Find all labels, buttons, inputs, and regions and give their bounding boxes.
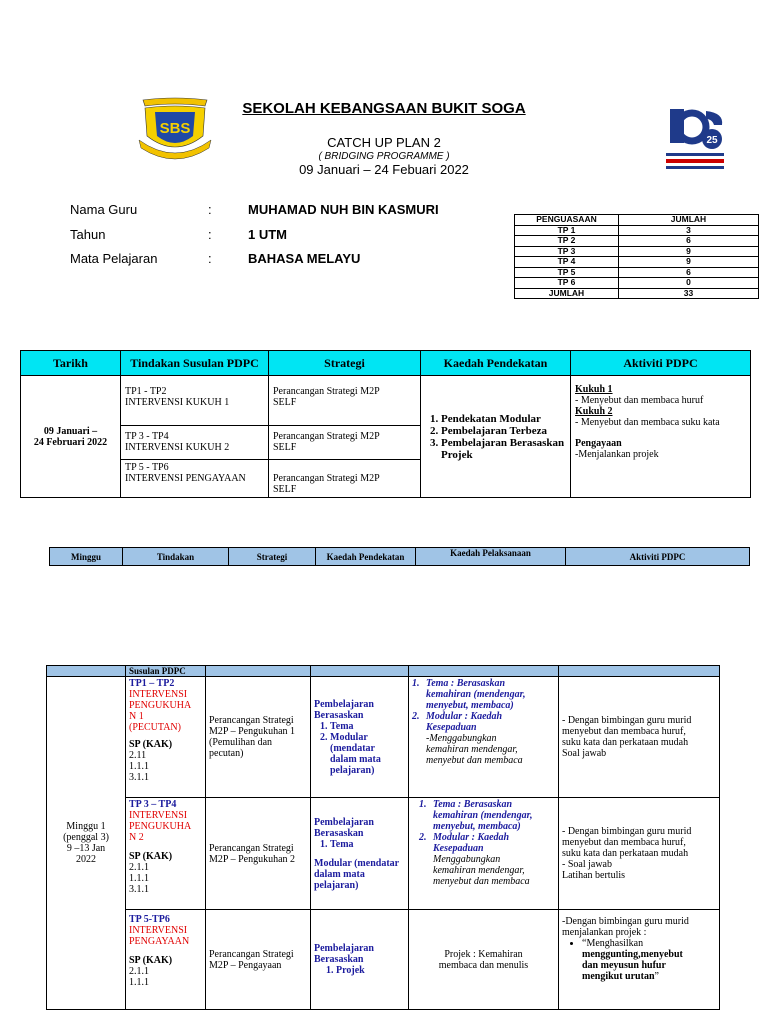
col-header: Kaedah Pelaksanaan <box>416 548 566 566</box>
blank-header <box>409 666 559 677</box>
sp-label: SP (KAK) <box>129 739 173 750</box>
col-header: Tindakan Susulan PDPC <box>121 351 269 376</box>
kukuh2-text: - Menyebut dan membaca suku kata <box>575 417 720 428</box>
kaedah-cell <box>421 376 571 498</box>
tp-cell <box>126 798 206 910</box>
col-header: Susulan PDPC <box>126 666 206 677</box>
tp-label: TP1 – TP2 <box>129 678 175 689</box>
bullet-post: ” <box>654 971 659 982</box>
kaedah-item: 1. Projek <box>336 965 405 976</box>
year-label: Tahun <box>70 227 106 242</box>
item-text: Modular : Kaedah Kesepaduan <box>426 711 503 733</box>
mastery-level: TP 3 <box>515 246 619 257</box>
aktiviti-bullet <box>582 938 716 982</box>
mastery-level: TP 1 <box>515 225 619 236</box>
pelaksanaan-cell: Projek : Kemahiran membaca dan menulis <box>409 910 559 1010</box>
col-header: Tarikh <box>21 351 121 376</box>
item-number: 1. <box>412 678 420 689</box>
aktiviti-intro: -Dengan bimbingan guru murid menjalankan projek : <box>562 916 689 938</box>
plan-summary-table <box>20 350 751 498</box>
sp-codes: 2.11 1.1.1 3.1.1 <box>129 750 149 783</box>
tp-label: TP 3 – TP4 <box>129 799 177 810</box>
mastery-table <box>514 214 759 299</box>
item-number: 2. <box>419 832 427 843</box>
kaedah-cell <box>311 910 409 1010</box>
subject-value: BAHASA MELAYU <box>248 251 361 266</box>
kukuh2-label: Kukuh 2 <box>575 406 613 417</box>
pengayaan-label: Pengayaan <box>575 438 622 449</box>
intervensi-label: INTERVENSI PENGUKUHA N 1 (PECUTAN) <box>129 689 192 733</box>
mastery-header: PENGUASAAN <box>515 215 619 226</box>
kaedah-item: 2. Pembelajaran Terbeza <box>441 425 566 437</box>
sp-codes: 2.1.1 1.1.1 <box>129 966 149 988</box>
svg-text:SBS: SBS <box>159 120 191 137</box>
mastery-level: TP 2 <box>515 236 619 247</box>
mastery-count: 0 <box>619 278 759 289</box>
item-number: 1. <box>419 799 427 810</box>
kaedah-item: 1. Pendekatan Modular <box>441 413 566 425</box>
kaedah-title: Pembelajaran Berasaskan <box>314 698 374 721</box>
pelaksanaan-item <box>419 832 555 854</box>
pelaksanaan-cell <box>409 677 559 798</box>
tindakan-cell: TP 3 - TP4 INTERVENSI KUKUH 2 <box>121 426 269 460</box>
kaedah-item: 2. Modular (mendatar dalam mata pelajaran) <box>330 732 405 776</box>
mastery-count: 9 <box>619 257 759 268</box>
col-header: Minggu <box>50 548 123 566</box>
col-header: Strategi <box>269 351 421 376</box>
plan-title: CATCH UP PLAN 2 <box>327 135 441 150</box>
blank-header <box>311 666 409 677</box>
plan-subtitle: ( BRIDGING PROGRAMME ) <box>318 151 450 162</box>
mastery-total-label: JUMLAH <box>515 288 619 299</box>
school-name: SEKOLAH KEBANGSAAN BUKIT SOGA <box>242 100 526 117</box>
tindakan-cell: TP1 - TP2 INTERVENSI KUKUH 1 <box>121 376 269 426</box>
strategi-cell: Perancangan Strategi M2P SELF <box>269 376 421 426</box>
kaedah-item: 1. Tema <box>330 839 405 850</box>
blank-header <box>206 666 311 677</box>
plan-dates: 09 Januari – 24 Febuari 2022 <box>299 162 469 177</box>
aktiviti-cell: - Dengan bimbingan guru murid menyebut dan membaca huruf, suku kata dan perkataan mudah Soal jawab <box>559 677 720 798</box>
mastery-count: 6 <box>619 267 759 278</box>
mastery-header: JUMLAH <box>619 215 759 226</box>
mastery-level: TP 4 <box>515 257 619 268</box>
intervensi-label: INTERVENSI PENGUKUHA N 2 <box>129 810 192 843</box>
bullet-pre: “Menghasilkan <box>582 938 644 949</box>
mastery-count: 3 <box>619 225 759 236</box>
aktiviti-cell <box>559 910 720 1010</box>
item-number: 2. <box>412 711 420 722</box>
mastery-count: 9 <box>619 246 759 257</box>
pelaksanaan-item <box>412 678 555 711</box>
col-header: Strategi <box>229 548 316 566</box>
blank-header <box>47 666 126 677</box>
col-header: Aktiviti PDPC <box>566 548 750 566</box>
mastery-level: TP 5 <box>515 267 619 278</box>
aktiviti-cell <box>571 376 751 498</box>
date-cell: 09 Januari – 24 Februari 2022 <box>21 376 121 498</box>
strategi-cell <box>269 460 421 498</box>
pelaksanaan-item <box>419 799 555 832</box>
tindakan-cell: TP 5 - TP6 INTERVENSI PENGAYAAN <box>121 460 269 498</box>
svg-text:25: 25 <box>706 135 718 146</box>
pelaksanaan-extra: Menggabungkan kemahiran mendengar, menyebut dan membaca <box>433 854 530 887</box>
kukuh1-label: Kukuh 1 <box>575 384 613 395</box>
mastery-count: 6 <box>619 236 759 247</box>
kukuh1-text: - Menyebut dan membaca huruf <box>575 395 704 406</box>
sp-codes: 2.1.1 1.1.1 3.1.1 <box>129 862 149 895</box>
pelaksanaan-cell <box>409 798 559 910</box>
kaedah-title: Pembelajaran Berasaskan <box>314 943 374 965</box>
item-text: Modular : Kaedah Kesepaduan <box>433 832 510 854</box>
pengayaan-text: -Menjalankan projek <box>575 449 659 460</box>
kaedah-cell <box>311 798 409 910</box>
tp-cell <box>126 677 206 798</box>
weekly-header-table <box>49 547 750 566</box>
strategi-cell: Perancangan Strategi M2P – Pengayaan <box>206 910 311 1010</box>
aktiviti-list <box>562 938 716 982</box>
strategi-cell: Perancangan Strategi M2P – Pengukuhan 1 (Pemulihan dan pecutan) <box>206 677 311 798</box>
col-header: Aktiviti PDPC <box>571 351 751 376</box>
kaedah-title: Pembelajaran Berasaskan <box>314 816 374 839</box>
weekly-plan-table <box>46 665 720 1010</box>
teacher-label: Nama Guru <box>70 202 138 217</box>
strategi-text: Perancangan Strategi M2P SELF <box>273 473 380 495</box>
col-header: Kaedah Pendekatan <box>316 548 416 566</box>
blank-header <box>559 666 720 677</box>
item-text: Tema : Berasaskan kemahiran (mendengar, menyebut, membaca) <box>426 678 526 711</box>
mastery-total: 33 <box>619 288 759 299</box>
pelaksanaan-extra: -Menggabungkan kemahiran mendengar, menyebut dan membaca <box>426 733 523 766</box>
strategi-cell: Perancangan Strategi M2P – Pengukuhan 2 <box>206 798 311 910</box>
year-value: 1 UTM <box>248 227 287 242</box>
pelaksanaan-item <box>412 711 555 733</box>
tp-label: TP 5-TP6 <box>129 914 170 925</box>
kaedah-item: 3. Pembelajaran Berasaskan Projek <box>441 437 566 461</box>
mastery-level: TP 6 <box>515 278 619 289</box>
sp-label: SP (KAK) <box>129 955 173 966</box>
colon: : <box>208 202 212 217</box>
col-header: Kaedah Pendekatan <box>421 351 571 376</box>
aktiviti-cell: - Dengan bimbingan guru murid menyebut dan membaca huruf, suku kata dan perkataan mudah - Soal jawab Latihan bertulis <box>559 798 720 910</box>
teacher-name: MUHAMAD NUH BIN KASMURI <box>248 202 439 217</box>
colon: : <box>208 251 212 266</box>
intervensi-label: INTERVENSI PENGAYAAN <box>129 925 190 947</box>
bullet-bold: menggunting,menyebut dan meyusun hufur mengikut urutan <box>582 949 683 982</box>
tp-cell <box>126 910 206 1010</box>
kaedah-item: 1. Tema <box>330 721 405 732</box>
strategi-cell: Perancangan Strategi M2P SELF <box>269 426 421 460</box>
item-text: Tema : Berasaskan kemahiran (mendengar, menyebut, membaca) <box>433 799 533 832</box>
kaedah-cell <box>311 677 409 798</box>
sp-label: SP (KAK) <box>129 851 173 862</box>
subject-label: Mata Pelajaran <box>70 251 158 266</box>
colon: : <box>208 227 212 242</box>
kaedah-extra: Modular (mendatar dalam mata pelajaran) <box>314 857 400 891</box>
col-header: Tindakan <box>123 548 229 566</box>
week-cell: Minggu 1 (penggal 3) 9 –13 Jan 2022 <box>47 677 126 1010</box>
